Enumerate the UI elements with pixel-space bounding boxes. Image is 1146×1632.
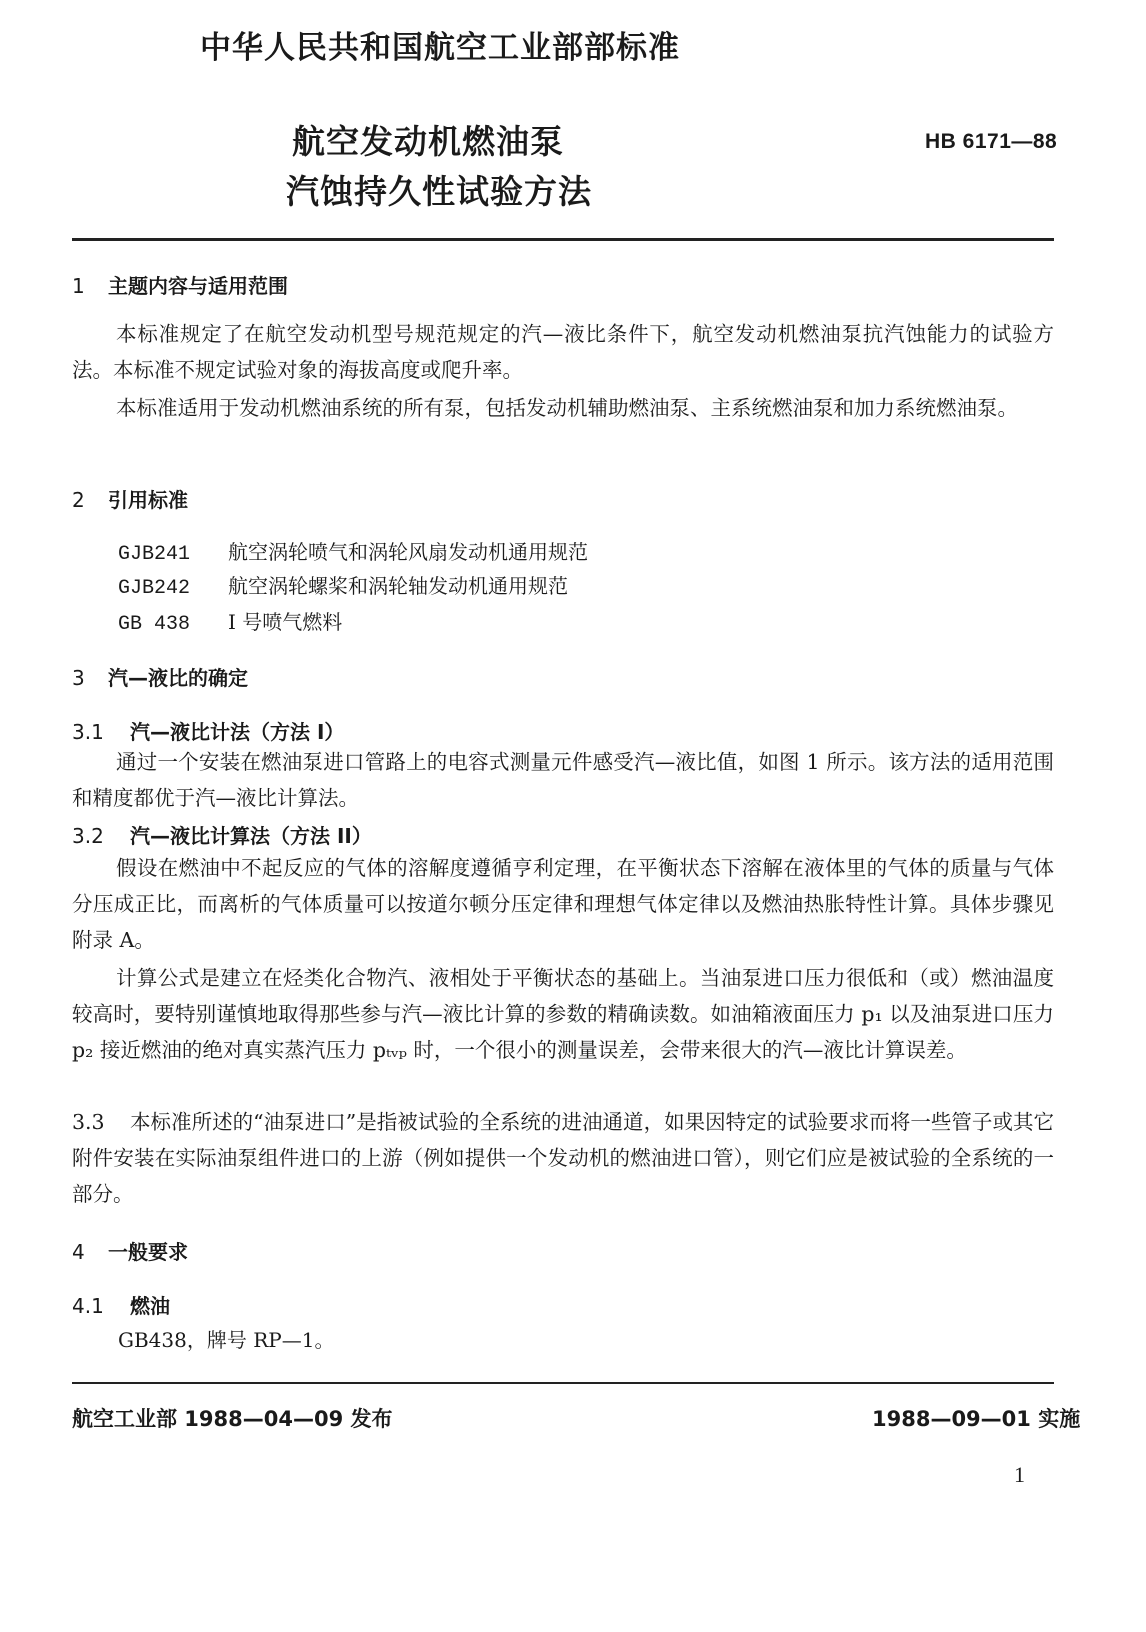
bottom-divider xyxy=(72,1382,1054,1384)
top-divider xyxy=(72,238,1054,241)
subsection-3-2-paragraph-1: 假设在燃油中不起反应的气体的溶解度遵循亨利定理，在平衡状态下溶解在液体里的气体的质量与气体分压成正比，而离析的气体质量可以按道尔顿分压定律和理想气体定律以及燃油热胀特性计算。具体步骤见附录 A。 xyxy=(72,856,1054,952)
section-title: 一般要求 xyxy=(108,1240,188,1264)
section-number: 3 xyxy=(72,666,85,690)
standard-number: HB 6171—88 xyxy=(925,130,1058,153)
section-4-heading xyxy=(72,1236,188,1265)
reference-item xyxy=(118,536,588,566)
reference-name: I 号喷气燃料 xyxy=(228,610,343,634)
subsection-text: 本标准所述的“油泵进口”是指被试验的全系统的进油通道，如果因特定的试验要求而将一些管子或其它附件安装在实际油泵组件进口的上游（例如提供一个发动机的燃油进口管），则它们应是被试验的全系统的一部分。 xyxy=(72,1110,1054,1206)
subsection-number: 3.1 xyxy=(72,720,104,744)
subsection-3-1-paragraph: 通过一个安装在燃油泵进口管路上的电容式测量元件感受汽—液比值，如图 1 所示。该方法的适用范围和精度都优于汽—液比计算法。 xyxy=(72,750,1054,810)
issuing-organization: 中华人民共和国航空工业部部标准 xyxy=(200,30,680,66)
subsection-3-2-heading xyxy=(72,820,372,849)
reference-code: GB 438 xyxy=(118,613,191,636)
section-title: 引用标准 xyxy=(108,488,188,512)
subsection-number: 3.2 xyxy=(72,824,104,848)
subsection-title: 汽—液比计算法（方法 II） xyxy=(130,824,372,848)
reference-name: 航空涡轮螺桨和涡轮轴发动机通用规范 xyxy=(228,574,568,598)
section-number: 4 xyxy=(72,1240,85,1264)
reference-item xyxy=(118,606,342,636)
subsection-4-1-heading xyxy=(72,1290,170,1319)
reference-code: GJB242 xyxy=(118,577,191,600)
section-3-heading xyxy=(72,662,248,691)
subsection-title: 燃油 xyxy=(130,1294,170,1318)
section-title: 主题内容与适用范围 xyxy=(108,274,288,298)
section-number: 2 xyxy=(72,488,85,512)
section-1-heading xyxy=(72,270,288,299)
title-line-2: 汽蚀持久性试验方法 xyxy=(286,172,592,211)
subsection-number: 4.1 xyxy=(72,1294,104,1318)
title-line-1: 航空发动机燃油泵 xyxy=(292,122,564,161)
section-2-heading xyxy=(72,484,188,513)
section-title: 汽—液比的确定 xyxy=(108,666,248,690)
section-1-paragraph-1: 本标准规定了在航空发动机型号规范规定的汽—液比条件下，航空发动机燃油泵抗汽蚀能力的试验方法。本标准不规定试验对象的海拔高度或爬升率。 xyxy=(72,322,1054,382)
effective-date: 1988—09—01 实施 xyxy=(872,1407,1081,1431)
subsection-3-2-paragraph-2: 计算公式是建立在烃类化合物汽、液相处于平衡状态的基础上。当油泵进口压力很低和（或）燃油温度较高时，要特别谨慎地取得那些参与汽—液比计算的参数的精确读数。如油箱液面压力 p₁ 以及油泵进口压力 p₂ 接近燃油的绝对真实蒸汽压力 pₜᵥₚ 时，一个很小的测量误差，会带来很大的汽—液比计算误差。 xyxy=(72,966,1054,1062)
reference-code: GJB241 xyxy=(118,543,191,566)
subsection-3-3 xyxy=(72,1104,1054,1212)
fuel-spec: GB438，牌号 RP—1。 xyxy=(118,1328,335,1352)
reference-name: 航空涡轮喷气和涡轮风扇发动机通用规范 xyxy=(228,540,588,564)
section-1-paragraph-2: 本标准适用于发动机燃油系统的所有泵，包括发动机辅助燃油泵、主系统燃油泵和加力系统燃油泵。 xyxy=(116,396,1018,420)
subsection-number: 3.3 xyxy=(72,1110,105,1134)
reference-item xyxy=(118,570,568,600)
page-number: 1 xyxy=(1014,1462,1025,1487)
section-number: 1 xyxy=(72,274,85,298)
subsection-3-1-heading xyxy=(72,716,344,745)
issue-date: 航空工业部 1988—04—09 发布 xyxy=(72,1407,393,1431)
subsection-title: 汽—液比计法（方法 I） xyxy=(130,720,345,744)
